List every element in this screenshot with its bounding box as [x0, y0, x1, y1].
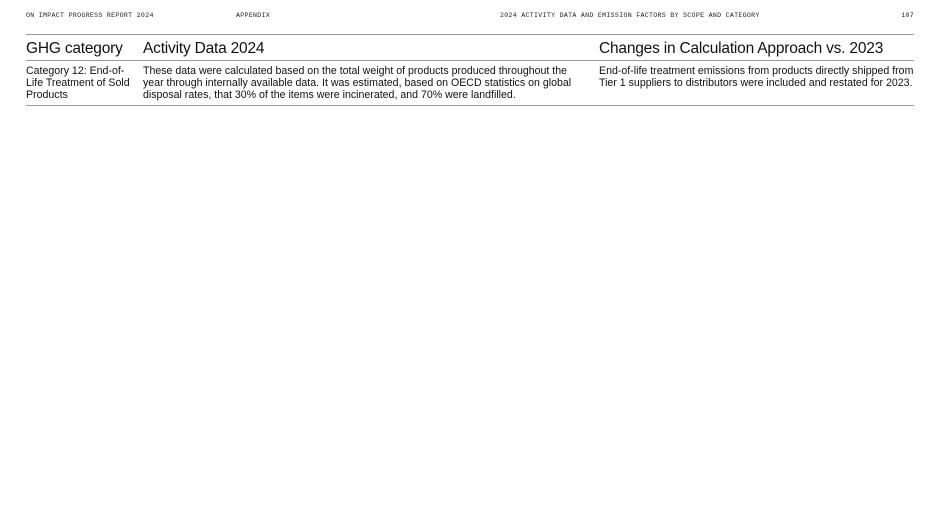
column-header-ghg-category: GHG category — [26, 35, 143, 61]
running-header — [26, 12, 914, 22]
activity-data-cell: These data were calculated based on the total weight of products produced throughout the year through internally available data. It was estimated, based on OECD statistics on global disposal rates, that 30% of the items were incinerated, and 70% were landfilled. — [143, 61, 599, 106]
page-number: 107 — [901, 12, 914, 19]
changes-cell: End-of-life treatment emissions from products directly shipped from Tier 1 suppliers to distributors were included and restated for 2023. — [599, 61, 914, 106]
section-name: APPENDIX — [236, 12, 271, 19]
ghg-category-cell: Category 12: End-of-Life Treatment of Sold Products — [26, 61, 143, 106]
ghg-activity-table — [26, 34, 914, 106]
column-header-changes: Changes in Calculation Approach vs. 2023 — [599, 35, 914, 61]
column-header-activity-data: Activity Data 2024 — [143, 35, 599, 61]
report-name: ON IMPACT PROGRESS REPORT 2024 — [26, 12, 154, 19]
table-header-row — [26, 35, 914, 61]
table-row — [26, 61, 914, 106]
page-topic: 2024 ACTIVITY DATA AND EMISSION FACTORS BY SCOPE AND CATEGORY — [500, 12, 760, 19]
